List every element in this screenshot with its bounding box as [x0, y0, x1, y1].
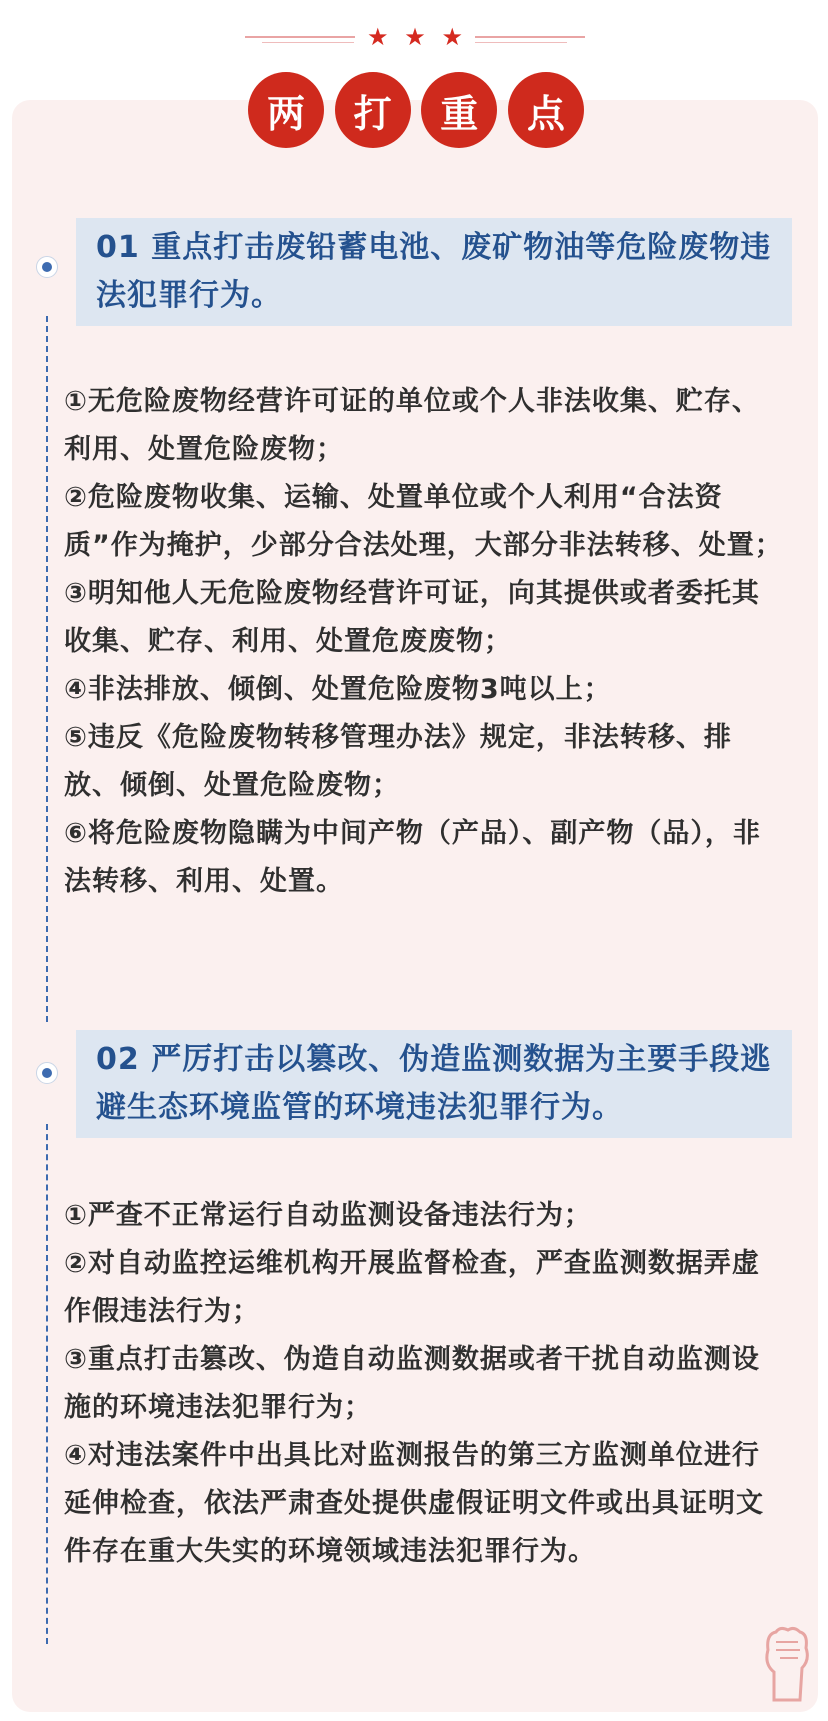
- list-item: ③明知他人无危险废物经营许可证，向其提供或者委托其收集、贮存、利用、处置危废废物；: [64, 578, 760, 657]
- star-icon: ★: [441, 23, 463, 51]
- list-item: ⑥将危险废物隐瞒为中间产物（产品）、副产物（品），非法转移、利用、处置。: [64, 818, 761, 897]
- title-char: 两: [248, 72, 324, 148]
- star-icon: ★: [404, 23, 426, 51]
- list-item: ②对自动监控运维机构开展监督检查，严查监测数据弄虚作假违法行为；: [64, 1248, 760, 1327]
- timeline-line: [46, 316, 48, 1022]
- fist-icon: [758, 1620, 814, 1702]
- title-char: 重: [421, 72, 497, 148]
- timeline-line: [46, 1124, 48, 1644]
- page-title: [248, 72, 584, 152]
- list-item: ①严查不正常运行自动监测设备违法行为；: [64, 1200, 592, 1231]
- list-item: ⑤违反《危险废物转移管理办法》规定，非法转移、排放、倾倒、处置危险废物；: [64, 722, 732, 801]
- list-item: ①无危险废物经营许可证的单位或个人非法收集、贮存、利用、处置危险废物；: [64, 386, 760, 465]
- title-char: 打: [335, 72, 411, 148]
- section-items: [64, 1192, 784, 1576]
- title-char: 点: [508, 72, 584, 148]
- section-heading: 02 严厉打击以篡改、伪造监测数据为主要手段逃避生态环境监管的环境违法犯罪行为。: [76, 1030, 792, 1138]
- list-item: ③重点打击篡改、伪造自动监测数据或者干扰自动监测设施的环境违法犯罪行为；: [64, 1344, 760, 1423]
- timeline-dot-icon: [36, 256, 58, 278]
- star-icon: ★: [367, 23, 389, 51]
- list-item: ④对违法案件中出具比对监测报告的第三方监测单位进行延伸检查，依法严肃查处提供虚假证明文件或出具证明文件存在重大失实的环境领域违法犯罪行为。: [64, 1440, 764, 1567]
- section-heading: 01 重点打击废铅蓄电池、废矿物油等危险废物违法犯罪行为。: [76, 218, 792, 326]
- list-item: ②危险废物收集、运输、处置单位或个人利用“合法资质”作为掩护，少部分合法处理，大部分非法转移、处置；: [64, 482, 783, 561]
- timeline-dot-icon: [36, 1062, 58, 1084]
- list-item: ④非法排放、倾倒、处置危险废物3吨以上；: [64, 674, 612, 705]
- title-wrap: [0, 0, 828, 150]
- section-items: [64, 378, 784, 906]
